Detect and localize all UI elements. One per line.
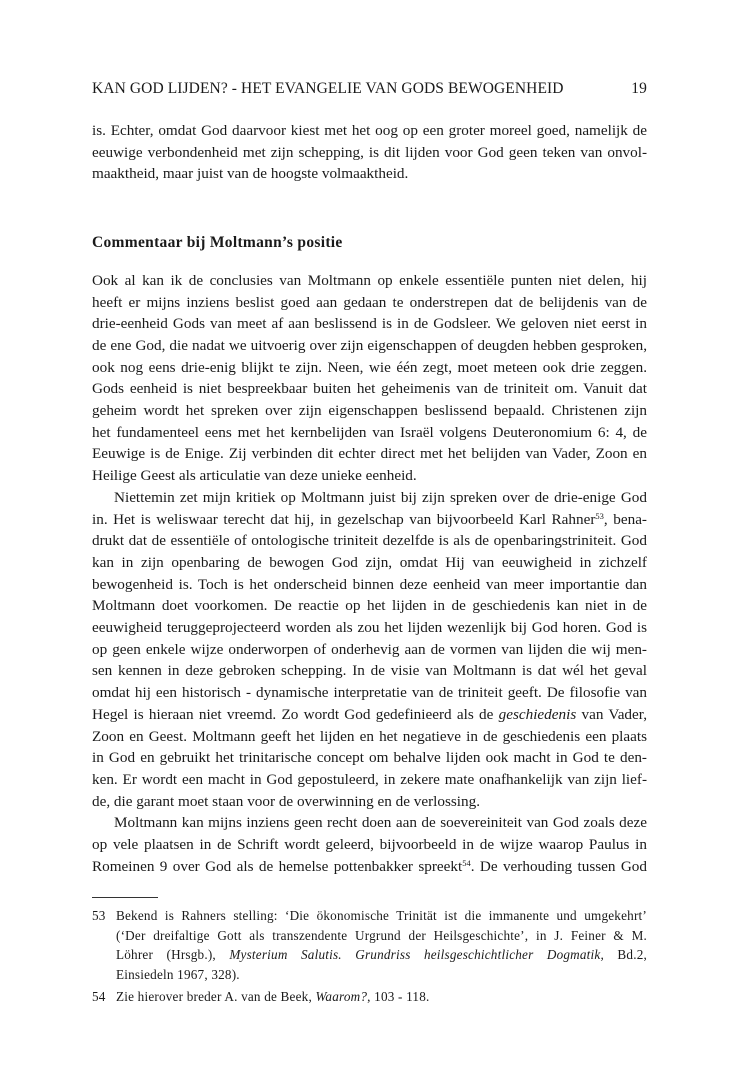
body-text [92,120,647,878]
text-line: drie-eenheid Gods van meet af aan beslissend is in de Godsleer. We geloven niet eerst in [92,315,647,333]
text-line [116,987,647,1007]
running-title: KAN GOD LIJDEN? - HET EVANGELIE VAN GODS BEWOGENHEID [92,80,564,97]
page-number: 19 [631,80,647,97]
text-fragment: van Vader, [576,705,648,723]
footnotes [92,906,647,1007]
footnote-53 [92,906,647,984]
text-fragment: Hegel is hieraan niet vreemd. Zo wordt God gedefinieerd als de [92,705,494,723]
text-line: kan in zijn openbaring de bewogen God zijn, omdat Hij van eeuwigheid in zichzelf [92,553,647,571]
paragraph-1 [92,270,647,487]
text-fragment: Zie hierover breder A. van de Beek, [116,989,316,1005]
intro-paragraph [92,120,647,185]
text-line: op geen enkele wijze onderworpen of onderhevig aan de vormen van lijden die wij men- [92,640,647,658]
text-line: bewogenheid is. Toch is het onderscheid binnen deze eenheid van meer importantie dan [92,575,647,593]
footnote-divider [92,897,158,898]
footnote-ref-54[interactable]: 54 [462,857,471,868]
text-line: (‘Der dreifaltige Gott als transzendente Urgrund der Heilsgeschichte’, in J. Feiner & M. [116,927,647,943]
text-line: Gods eenheid is niet bespreekbaar buiten het geheimenis van de triniteit om. Vanuit dat [92,380,647,398]
emphasis-text: geschiedenis [498,705,577,723]
text-line: drukt dat de essentiële of ontologische triniteit dezelfde is als de openbaringstriniteit. God [92,532,647,550]
text-line: Ook al kan ik de conclusies van Moltmann op enkele essentiële punten niet delen, hij [92,271,647,289]
text-line: op vele plaatsen in de Schrift wordt geleerd, bijvoorbeeld in de wijze waarop Paulus in [92,836,647,854]
text-line: de ene God, die nadat we uitvoerig over zijn eigenschappen of deugden hebben gesproken, [92,336,647,354]
text-fragment: Bd.2, [603,947,647,963]
text-line: Einsiedeln 1967, 328). [116,966,240,982]
text-line: Zoon en Geest. Moltmann geeft het lijden en het negatieve in de geschiedenis een plaats [92,727,647,745]
text-line: Moltmann kan mijns inziens geen recht doen aan de soevereiniteit van God zoals deze [114,814,647,832]
text-line: Eeuwige is de Enige. Zij verbinden dit echter direct met het belijden van Vader, Zoon en [92,445,647,463]
paragraph-3 [92,812,647,877]
emphasis-text: Waarom? [315,989,368,1005]
footnote-text [116,987,647,1007]
text-line: de, die garant moet staan voor de overwinning en de verlossing. [92,792,481,810]
emphasis-text: Mysterium Salutis. Grundriss heilsgeschichtlicher Dogmatik, [229,947,604,963]
text-fragment: , 103 - 118. [367,989,430,1005]
footnote-number: 53 [92,908,106,923]
text-line: geheim wordt het spreken over zijn eigenschappen beslissend bepaald. Christenen zijn [92,402,647,420]
running-head [92,80,647,98]
text-fragment: Romeinen 9 over God als de hemelse pottenbakker spreekt [92,857,463,875]
text-line [92,704,647,726]
text-fragment: Löhrer (Hrsgb.), [116,947,230,963]
text-fragment: . De verhouding tussen God [470,857,647,875]
text-line [92,509,647,531]
text-line: Bekend is Rahners stelling: ‘Die ökonomische Trinität ist die immanente und umgekehrt’ [116,908,647,923]
text-line: in God en gebruikt het trinitarische concept om behalve lijden ook macht in God te den- [92,749,647,767]
text-line [92,856,647,878]
footnote-text [116,906,647,984]
text-line [116,945,647,965]
footnote-ref-53[interactable]: 53 [595,510,604,521]
footnote-number: 54 [92,989,106,1005]
paragraph-2 [92,487,647,813]
text-line: omdat hij een historisch - dynamische interpretatie van de triniteit geeft. De filosofie van [92,684,647,702]
footnote-54 [92,987,647,1007]
text-line: het fundamenteel eens met het kernbelijden van Israël volgens Deuteronomium 6: 4, de [92,423,647,441]
text-line: eeuwigheid teruggeprojecteerd worden als zou het lijden wezenlijk bij God horen. God is [92,619,647,637]
text-line: eeuwige verbondenheid met zijn schepping, is dit lijden voor God geen teken van onvol- [92,143,647,161]
text-line: ken. Er wordt een macht in God gepostuleerd, in zekere mate onafhankelijk van zijn lief- [92,770,647,788]
section-heading: Commentaar bij Moltmann’s positie [92,234,343,252]
text-fragment: in. Het is weliswaar terecht dat hij, in gezelschap van bijvoorbeeld Karl Rahner [92,510,596,528]
text-line: maaktheid, maar juist van de hoogste volmaaktheid. [92,165,409,183]
text-line: heeft er mijns inziens beslist goed aan gedaan te onderstrepen dat de belijdenis van de [92,293,647,311]
text-line: ook nog eens drie-enig blijkt te zijn. Neen, wie één zegt, moet meteen ook drie zeggen. [92,358,647,376]
text-line: is. Echter, omdat God daarvoor kiest met het oog op een groter moreel goed, namelijk de [92,122,647,139]
text-line: sen kennen in deze gebroken schepping. In de visie van Moltmann is dat wél het geval [92,662,647,680]
text-line: Niettemin zet mijn kritiek op Moltmann juist bij zijn spreken over de drie-enige God [114,488,647,506]
text-fragment: , bena- [603,510,647,528]
text-line: Moltmann doet voorkomen. De reactie op het lijden in de geschiedenis kan niet in de [92,597,647,615]
text-line: Heilige Geest als articulatie van deze unieke eenheid. [92,467,417,485]
